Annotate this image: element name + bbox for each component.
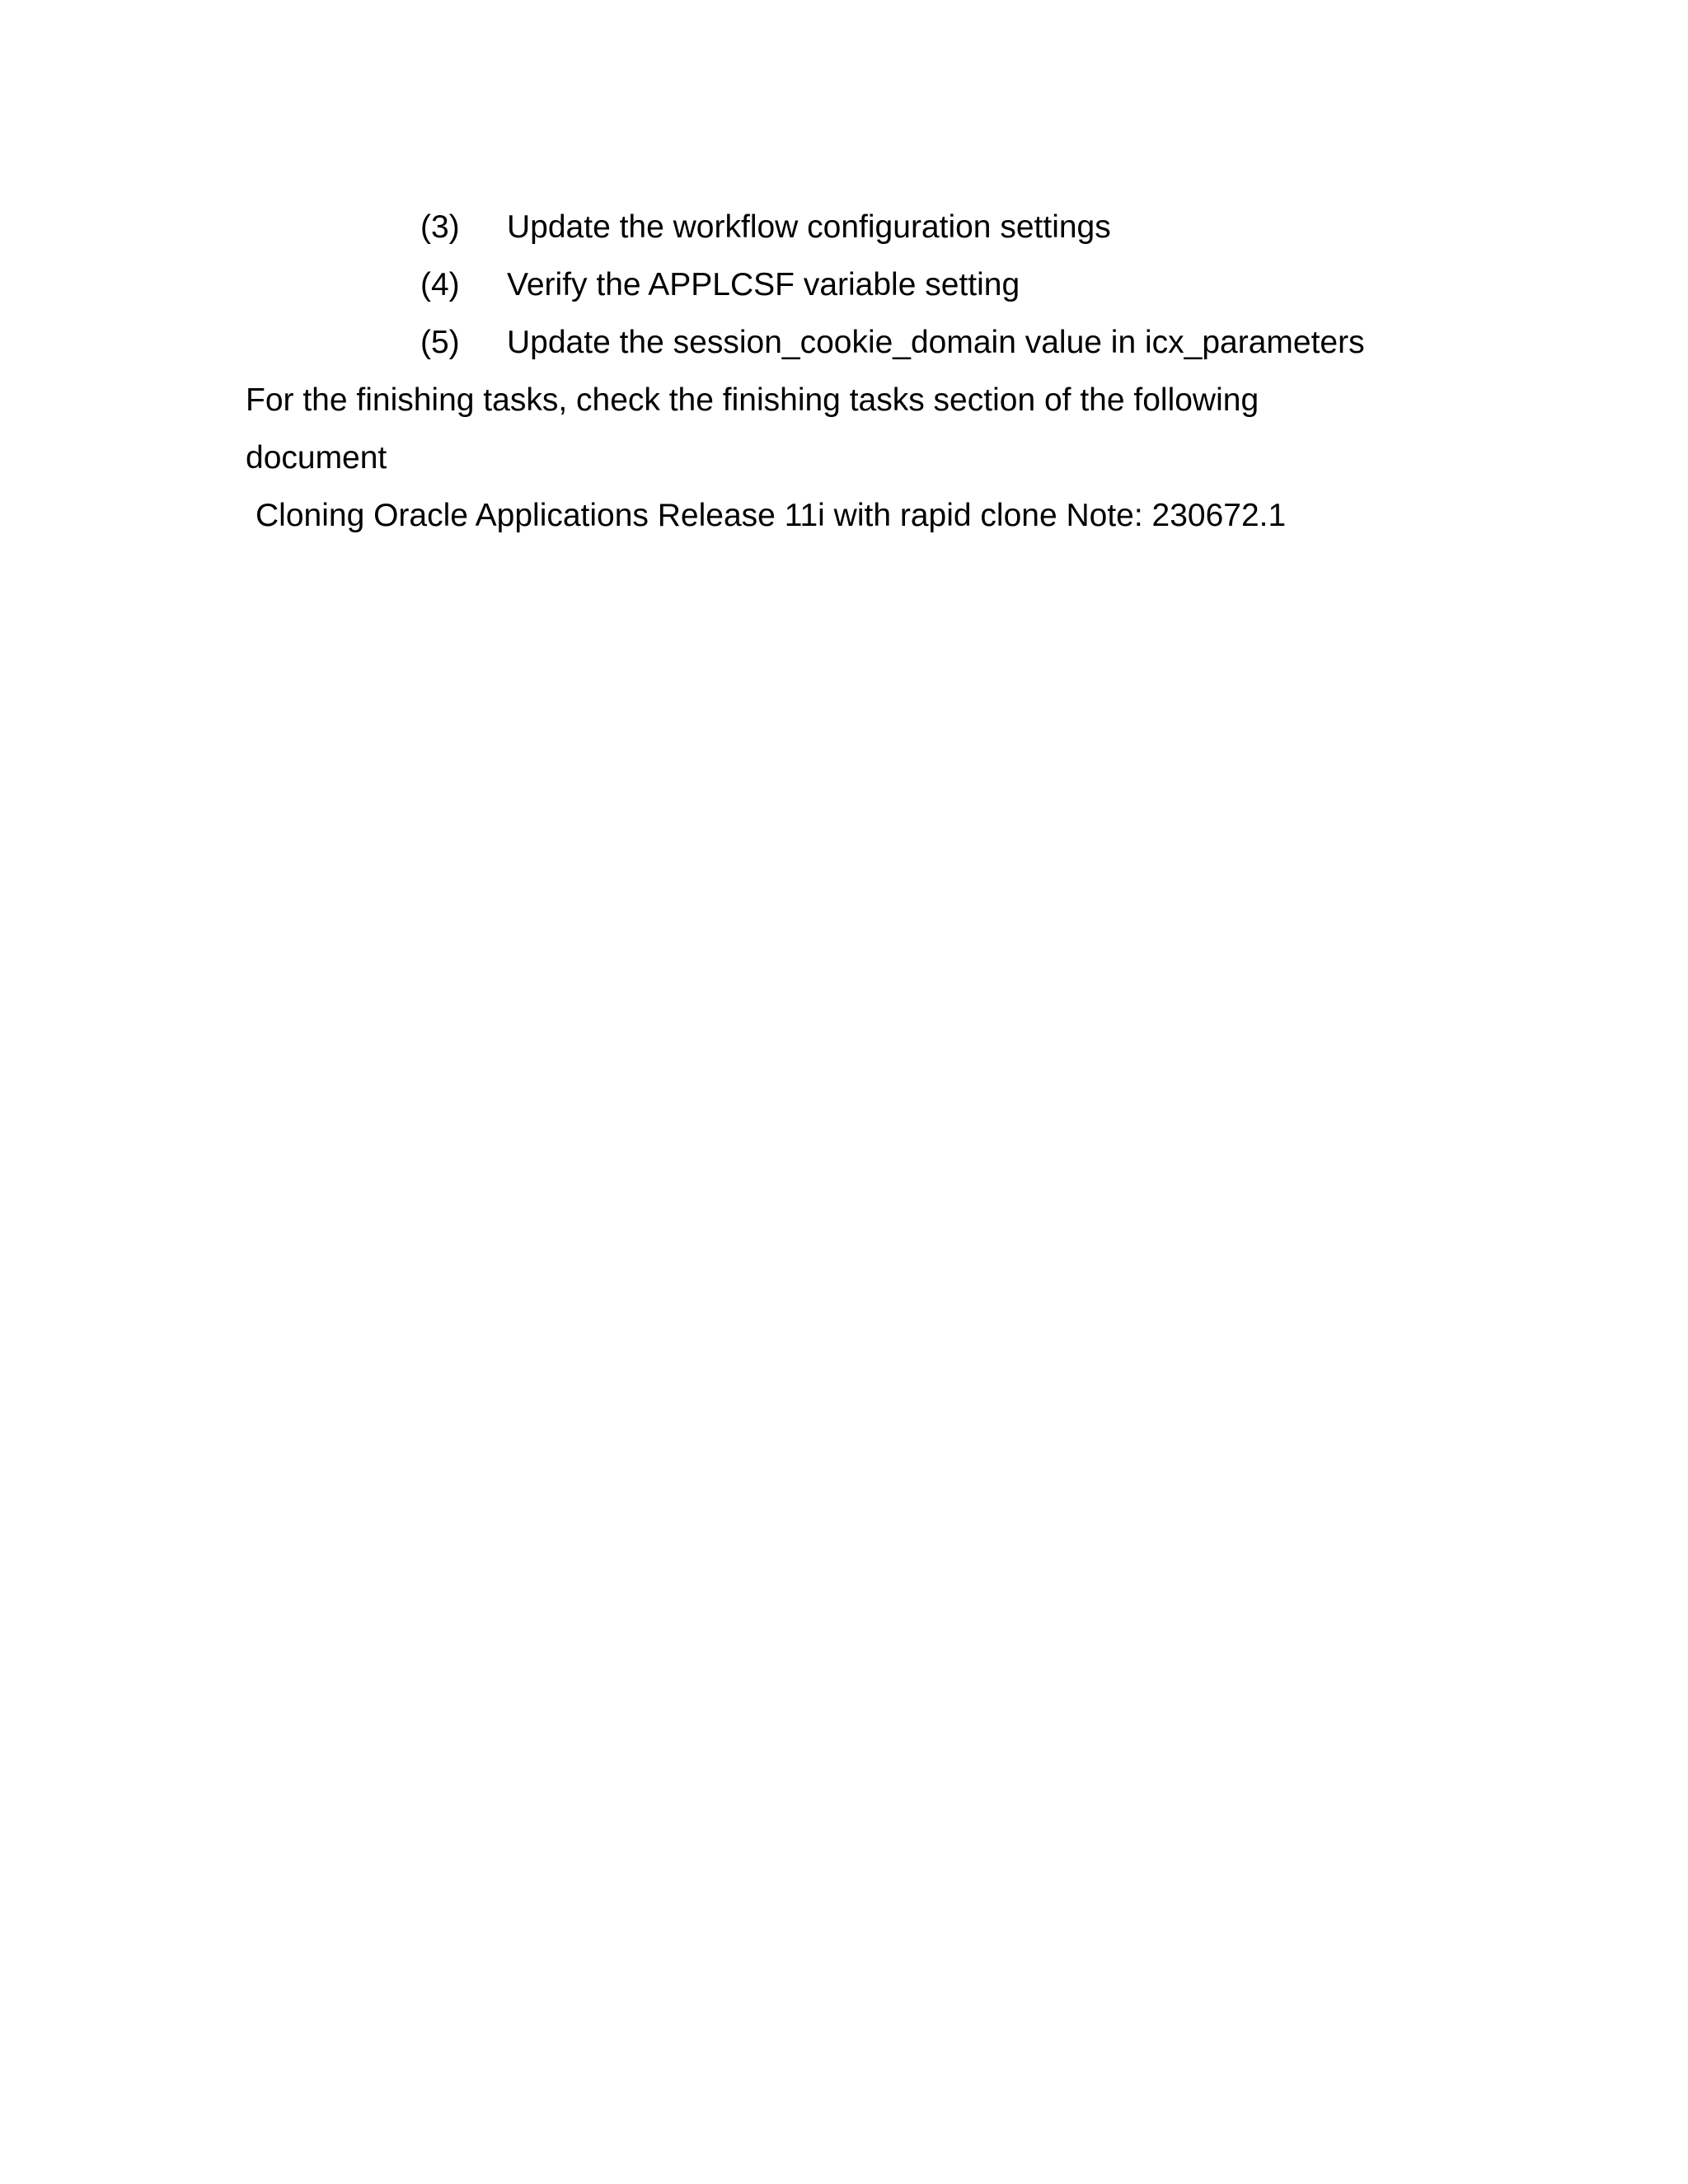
- list-item: [420, 203, 1111, 252]
- list-item-number: (4): [420, 267, 460, 302]
- list-item-text: Verify the APPLCSF variable setting: [507, 267, 1020, 302]
- list-item: [420, 318, 1365, 368]
- list-item-text: Update the session_cookie_domain value in icx_parameters: [507, 325, 1365, 360]
- list-item-number: (3): [420, 209, 460, 245]
- reference-note: Cloning Oracle Applications Release 11i with rapid clone Note: 230672.1: [256, 498, 1287, 533]
- list-item-text: Update the workflow configuration settings: [507, 209, 1111, 245]
- list-item-number: (5): [420, 325, 460, 360]
- list-item: [420, 260, 1020, 310]
- paragraph-line: For the finishing tasks, check the finishing tasks section of the following: [246, 382, 1259, 418]
- paragraph-line: document: [246, 440, 387, 476]
